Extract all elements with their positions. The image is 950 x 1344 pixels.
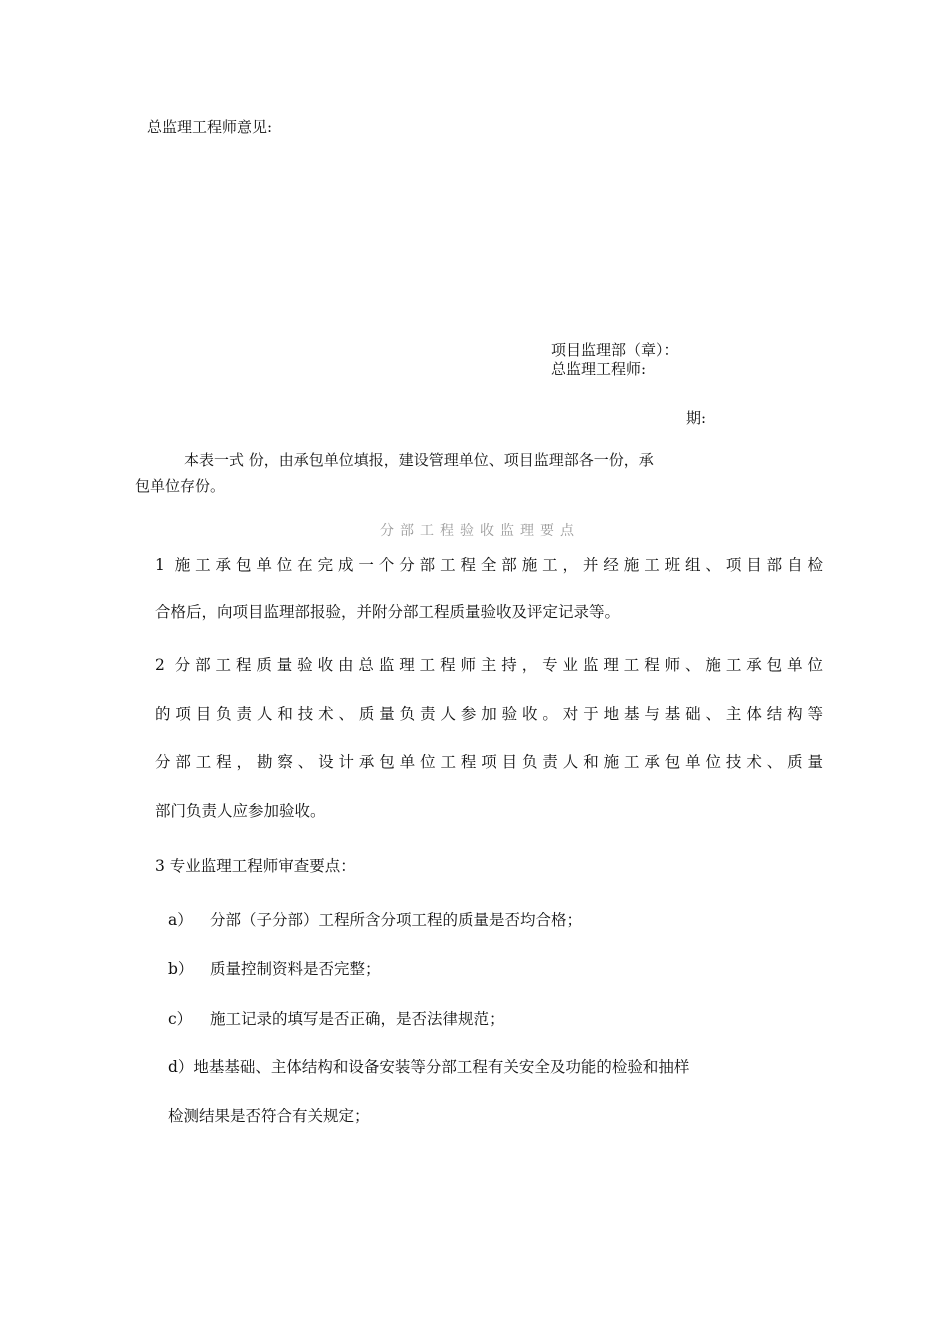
seal-label: 项目监理部（章）： [551,341,679,359]
review-item-a [168,910,582,930]
faded-heading-text: 分部工程验收监理要点 [380,523,580,539]
paragraph-2-line-1: 2 分部工程质量验收由总监理工程师主持，专业监理工程师、施工承包单位 [155,656,823,674]
paragraph-1-line-2: 合格后，向项目监理部报验，并附分部工程质量验收及评定记录等。 [155,603,621,621]
review-item-c [168,1009,505,1029]
opinion-label: 总监理工程师意见: [147,118,273,136]
paragraph-2-line-2: 的项目负责人和技术、质量负责人参加验收。对于地基与基础、主体结构等 [155,705,823,723]
paragraph-1-line-1: 1 施工承包单位在完成一个分部工程全部施工，并经施工班组、项目部自检 [155,556,823,574]
review-item-c-text: 施工记录的填写是否正确，是否法律规范； [210,1010,505,1028]
review-item-b-label: b） [168,960,194,978]
review-item-a-text: 分部（子分部）工程所含分项工程的质量是否均合格； [210,911,583,929]
form-note-line-2: 包单位存份。 [135,477,226,495]
review-points-heading: 3 专业监理工程师审查要点： [155,857,356,875]
review-item-c-label: c） [168,1010,193,1028]
review-item-b-text: 质量控制资料是否完整； [210,960,381,978]
review-item-d-line-2: 检测结果是否符合有关规定； [168,1107,370,1125]
paragraph-2-line-4: 部门负责人应参加验收。 [155,802,326,820]
review-item-b [168,959,381,979]
review-item-d-line-1: d）地基基础、主体结构和设备安装等分部工程有关安全及功能的检验和抽样 [168,1058,690,1076]
review-item-a-label: a） [168,911,193,929]
paragraph-2-line-3: 分部工程，勘察、设计承包单位工程项目负责人和施工承包单位技术、质量 [155,753,823,771]
form-note-line-1: 本表一式 份，由承包单位填报，建设管理单位、项目监理部各一份，承 [184,451,654,469]
chief-engineer-label: 总监理工程师: [551,360,647,378]
date-label: 期: [686,409,707,427]
faded-section-heading [380,523,580,539]
